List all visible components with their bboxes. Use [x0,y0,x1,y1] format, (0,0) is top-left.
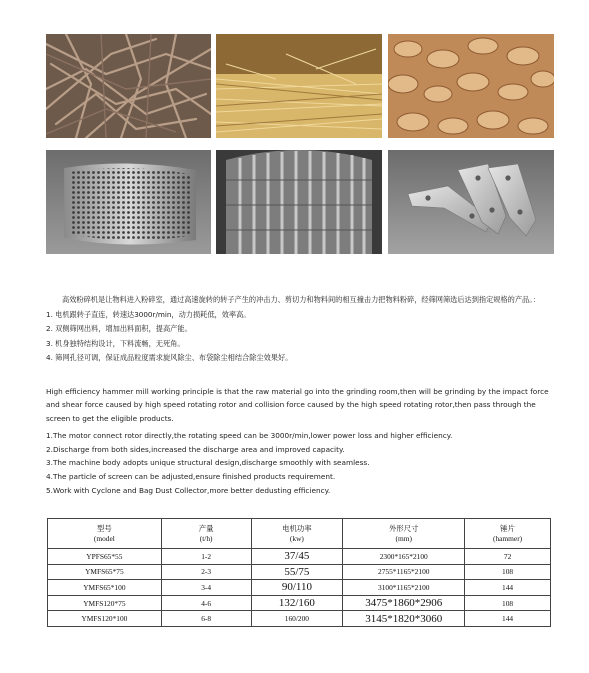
table-header-row [48,519,551,549]
header-dimensions: 外形尺寸 (mm) [343,519,465,549]
header-model: 型号 (model [48,519,162,549]
cell-hammer: 72 [465,549,551,565]
table-row [48,580,551,596]
english-feature-2: 2.Discharge from both sides,increased the discharge area and improved capacity. [46,444,345,454]
english-description [46,385,556,497]
chinese-feature-4: 4. 筛网孔径可调，保证成品粒度需求旋风除尘、布袋除尘相结合除尘效果好。 [46,353,293,362]
cell-hammer: 108 [465,564,551,580]
english-feature-list [46,429,556,497]
cell-motor-power: 55/75 [251,564,343,580]
table-row [48,549,551,565]
cell-motor-power: 90/110 [251,580,343,596]
cell-motor-power: 132/160 [251,595,343,611]
perforated-screen-photo [46,150,211,254]
spec-table [47,518,551,627]
english-feature-4: 4.The particle of screen can be adjusted,ensure finished products requirement. [46,472,336,481]
cell-hammer: 144 [465,611,551,627]
cell-model: YPFS65*55 [48,549,162,565]
wood-branches-photo [46,34,211,138]
header-motor-power: 电机功率 (kw) [251,519,343,549]
table-row [48,611,551,627]
cell-capacity: 6-8 [161,611,251,627]
cell-dimensions: 3100*1165*2100 [343,580,465,596]
peanut-shells-photo [388,34,554,138]
english-intro: High efficiency hammer mill working principle is that the raw material go into the grinding room,then will be grinding by the impact force and shear force caused by high speed rotating rotor and collision force caused by the high speed rotating rotor,then pass through the screen to get the eligible products. [46,387,549,423]
table-row [48,564,551,580]
chinese-feature-1: 1. 电机跟转子直连，转速达3000r/min，动力损耗低，效率高。 [46,309,251,319]
cell-model: YMFS65*75 [48,564,162,580]
cell-capacity: 2-3 [161,564,251,580]
table-row [48,595,551,611]
cell-model: YMFS65*100 [48,580,162,596]
english-feature-1: 1.The motor connect rotor directly,the rotating speed can be 3000r/min,lower power loss and higher efficiency. [46,431,453,441]
english-feature-3: 3.The machine body adopts unique structural design,discharge smoothly with seamless. [46,458,370,468]
cell-model: YMFS120*100 [48,611,162,627]
hammer-blades-photo [388,150,554,254]
cell-motor-power: 37/45 [251,549,343,565]
header-hammer: 锤片 (hammer) [465,519,551,549]
cell-model: YMFS120*75 [48,595,162,611]
cell-dimensions: 2755*1165*2100 [343,564,465,580]
cell-dimensions: 3145*1820*3060 [343,611,465,627]
cell-hammer: 108 [465,595,551,611]
chinese-description [46,293,556,366]
header-capacity: 产量 (t/h) [161,519,251,549]
english-feature-5: 5.Work with Cyclone and Bag Dust Collector,more better dedusting efficiency. [46,485,331,495]
chinese-intro: 高效粉碎机是让物料进入粉碎室，通过高速旋转的转子产生的冲击力、剪切力和物料间的相互撞击力把物料粉碎，经筛网筛选后达到指定规格的产品。： [62,295,540,304]
cell-capacity: 4-6 [161,595,251,611]
straw-bale-photo [216,34,382,138]
cell-dimensions: 3475*1860*2906 [343,595,465,611]
rotor-grinding-chamber-photo [216,150,382,254]
cell-hammer: 144 [465,580,551,596]
cell-dimensions: 2300*165*2100 [343,549,465,565]
cell-capacity: 1-2 [161,549,251,565]
cell-capacity: 3-4 [161,580,251,596]
chinese-feature-2: 2. 双侧筛网出料，增加出料面积，提高产能。 [46,324,192,333]
cell-motor-power: 160/200 [251,611,343,627]
chinese-feature-3: 3. 机身独特结构设计，下料流畅，无死角。 [46,338,185,348]
